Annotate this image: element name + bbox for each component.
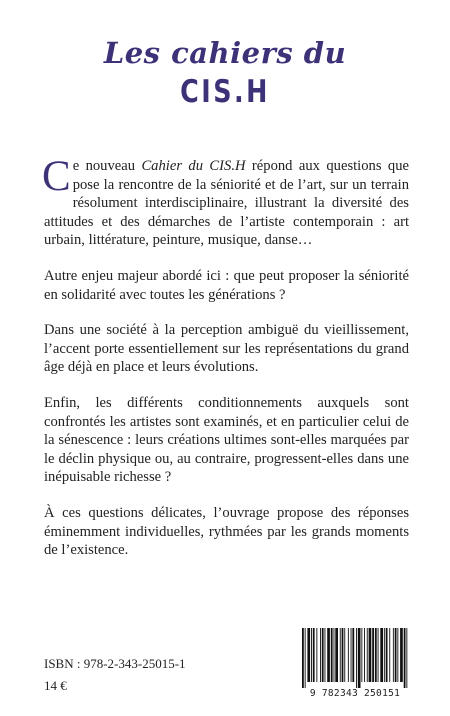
barcode-bar <box>327 628 330 682</box>
barcode-digits: 9 782343 250151 <box>309 688 401 699</box>
barcode-bar <box>302 628 304 688</box>
barcode-bar <box>325 628 326 682</box>
barcode-bar <box>348 628 349 682</box>
barcode-bar <box>393 628 394 682</box>
paragraph-4: Enfin, les différents conditionnements auxquels sont confrontés les artistes sont examinés, et en particulier celui de la sénescence : leurs créations ultimes sont-elles marquées par le déclin physique ou, au contraire, progressent-elles dans une inépuisable richesse ? <box>44 394 409 486</box>
barcode-bar <box>316 628 317 682</box>
barcode-bar <box>364 628 365 682</box>
paragraph-1-rest: répond aux questions que pose la rencontre de la séniorité et de l’art, sur un terrain résolument interdisciplinaire, illustrant la diversité des attitudes et des démarches de l’artiste contemporain : art urbain, littérature, peinture, musique, danse… <box>44 158 409 249</box>
paragraph-2: Autre enjeu majeur abordé ici : que peut proposer la séniorité en solidarité avec toutes les générations ? <box>44 267 409 303</box>
paragraph-5: À ces questions délicates, l’ouvrage propose des réponses éminemment individuelles, rythmées par les grands moments de l’existence. <box>44 504 409 559</box>
barcode-bar <box>311 628 312 682</box>
barcode-bar <box>378 628 379 682</box>
barcode-bar <box>307 628 310 682</box>
barcode-bar <box>386 628 388 682</box>
barcode-graphic <box>300 628 410 688</box>
book-title-italic: Cahier du CIS.H <box>141 158 246 174</box>
barcode-bar <box>305 628 306 688</box>
barcode <box>300 628 410 690</box>
barcode-bar <box>358 628 361 688</box>
barcode-bar <box>404 628 406 688</box>
drop-cap: C <box>42 153 71 200</box>
barcode-bar <box>397 628 398 682</box>
barcode-bar <box>344 628 345 682</box>
barcode-bar <box>320 628 321 682</box>
barcode-bar <box>369 628 372 682</box>
series-title: Les cahiers du <box>103 36 347 70</box>
barcode-bar <box>384 628 385 682</box>
barcode-bar <box>351 628 352 682</box>
paragraph-3: Dans une société à la perception ambiguë du vieillissement, l’accent porte essentiellement sur les représentations du grand âge déjà en place et leurs évolutions. <box>44 322 409 376</box>
barcode-bar <box>331 628 333 682</box>
paragraph-1 <box>42 153 409 250</box>
price: 14 € <box>44 678 67 693</box>
series-name: CIS.H <box>180 74 270 110</box>
barcode-bar <box>361 628 362 682</box>
barcode-bar <box>334 628 335 682</box>
barcode-bar <box>380 628 383 682</box>
barcode-bar <box>335 628 338 682</box>
barcode-bar <box>356 628 357 688</box>
barcode-bar <box>322 628 324 682</box>
barcode-bar <box>375 628 377 682</box>
barcode-bar <box>340 628 341 682</box>
barcode-bar <box>406 628 407 688</box>
barcode-bar <box>313 628 315 682</box>
barcode-bar <box>367 628 368 682</box>
back-cover-text <box>42 153 409 577</box>
barcode-bar <box>372 628 374 682</box>
barcode-bar <box>400 628 403 682</box>
barcode-bar <box>342 628 344 682</box>
paragraph-1-start: e nouveau <box>72 158 142 174</box>
barcode-bar <box>389 628 390 682</box>
barcode-bar <box>395 628 397 682</box>
barcode-bar <box>352 628 354 682</box>
isbn: ISBN : 978-2-343-25015-1 <box>44 656 186 671</box>
